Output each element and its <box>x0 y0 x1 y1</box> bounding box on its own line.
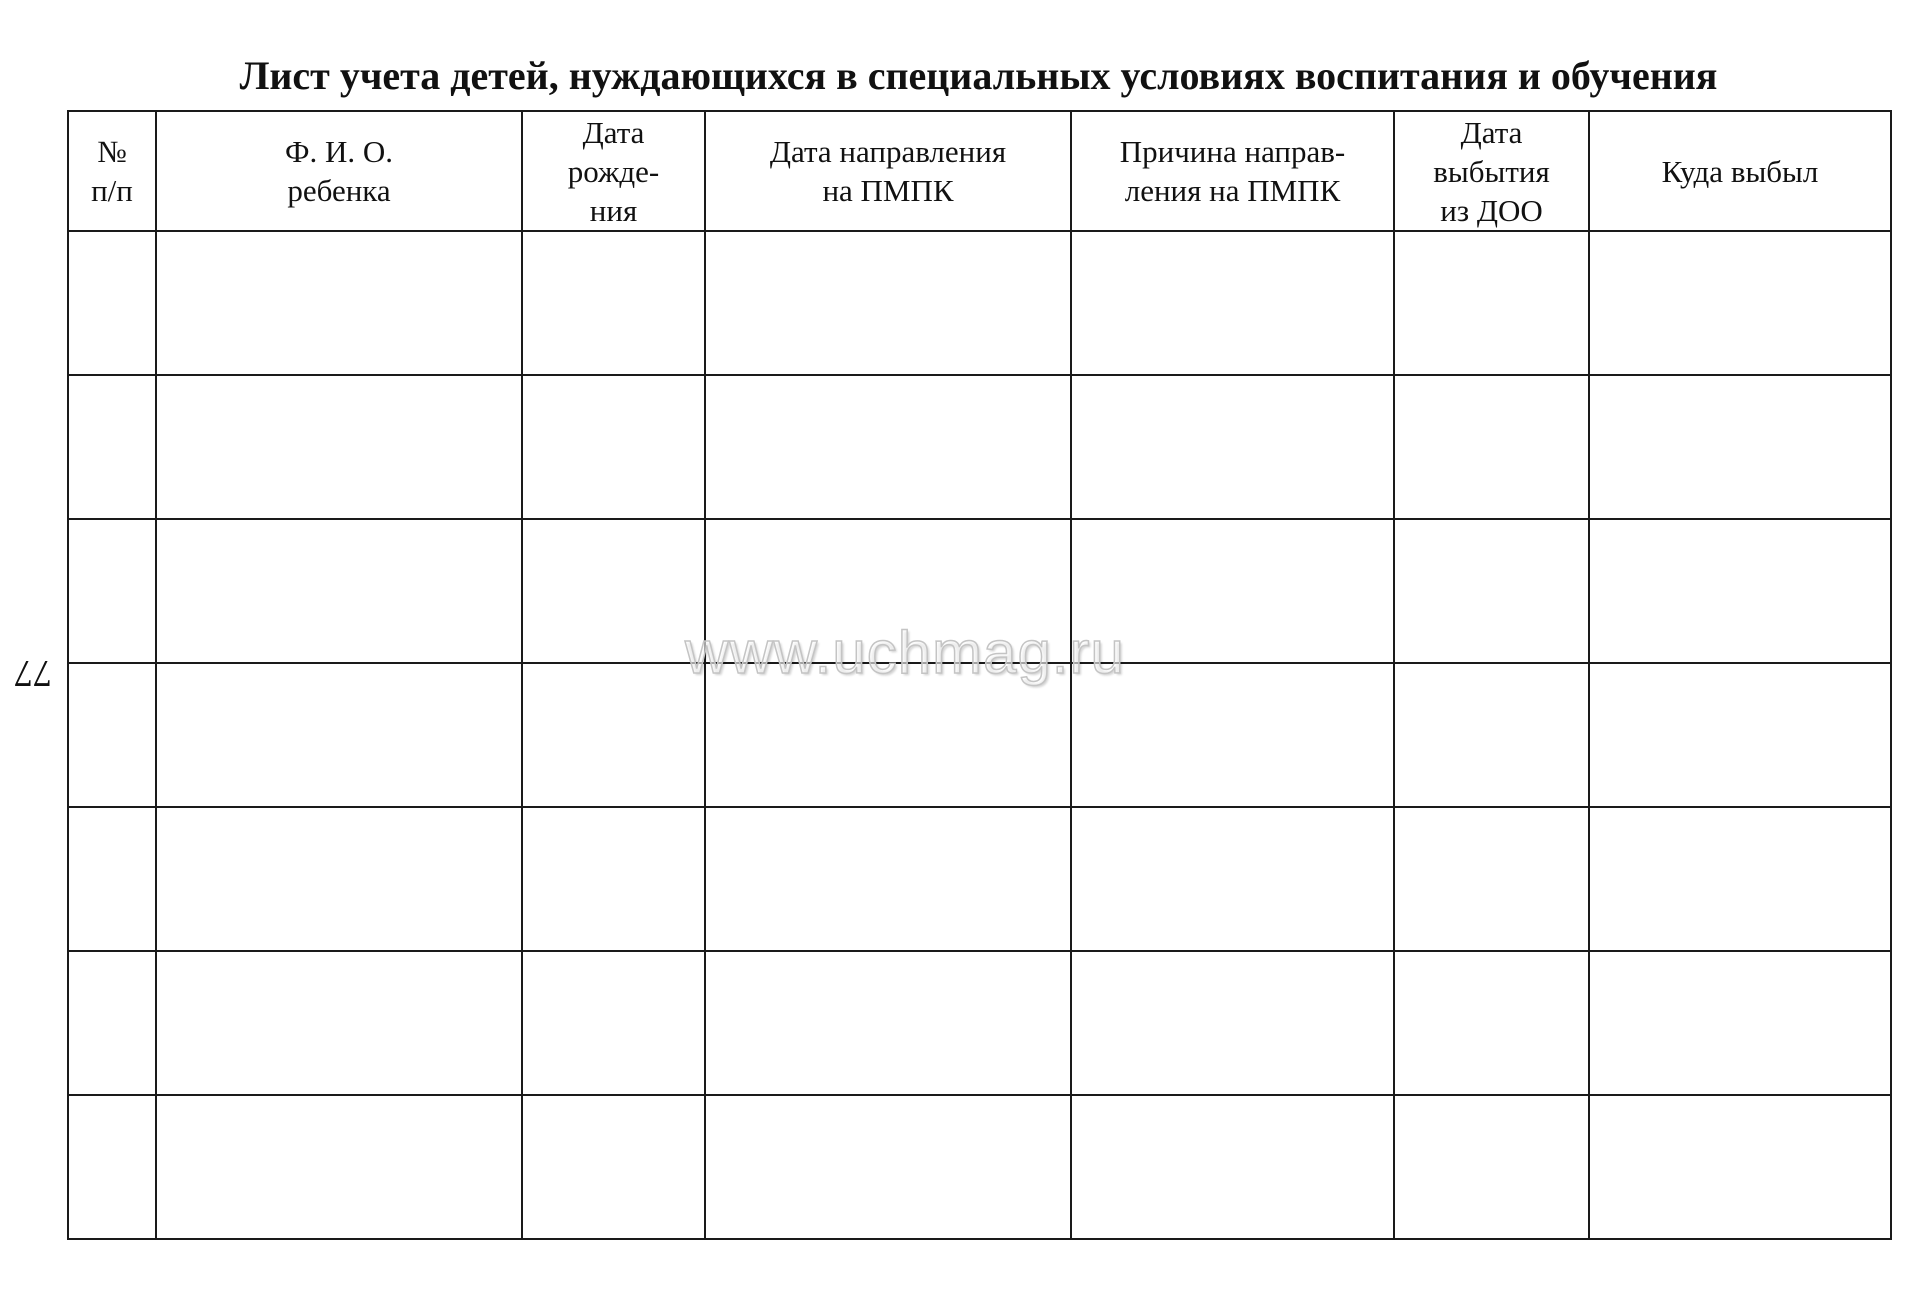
header-line: п/п <box>91 173 133 208</box>
header-line: ребенка <box>287 173 391 208</box>
table-cell[interactable] <box>705 951 1071 1095</box>
table-cell[interactable] <box>522 807 705 951</box>
header-line: ния <box>589 192 638 228</box>
table-cell[interactable] <box>1589 375 1891 519</box>
header-line: Куда выбыл <box>1661 153 1819 189</box>
table-cell[interactable] <box>705 375 1071 519</box>
table-cell[interactable] <box>68 951 156 1095</box>
table-cell[interactable] <box>1071 663 1394 807</box>
header-leave-date <box>1394 111 1589 231</box>
table-cell[interactable] <box>1394 807 1589 951</box>
header-line: ления на ПМПК <box>1124 173 1341 208</box>
header-line: Причина направ- <box>1119 134 1346 169</box>
table-cell[interactable] <box>156 375 522 519</box>
header-child-name <box>156 111 522 231</box>
table-cell[interactable] <box>1589 519 1891 663</box>
register-table <box>67 110 1892 1240</box>
header-line: из ДОО <box>1440 192 1543 228</box>
header-referral-reason <box>1071 111 1394 231</box>
page-number: 77 <box>14 652 52 694</box>
table-cell[interactable] <box>1394 1095 1589 1239</box>
table-cell[interactable] <box>68 807 156 951</box>
table-row <box>68 375 1891 519</box>
header-line: на ПМПК <box>822 173 954 208</box>
table-cell[interactable] <box>156 951 522 1095</box>
table-cell[interactable] <box>705 1095 1071 1239</box>
header-line: рожде- <box>567 153 660 189</box>
header-birth-date <box>522 111 705 231</box>
table-cell[interactable] <box>68 1095 156 1239</box>
table-row <box>68 1095 1891 1239</box>
table-cell[interactable] <box>522 951 705 1095</box>
table-cell[interactable] <box>1394 663 1589 807</box>
table-cell[interactable] <box>156 663 522 807</box>
table-cell[interactable] <box>1589 807 1891 951</box>
header-line: выбытия <box>1433 153 1550 189</box>
table-cell[interactable] <box>1589 951 1891 1095</box>
table-cell[interactable] <box>1071 1095 1394 1239</box>
table-cell[interactable] <box>156 1095 522 1239</box>
table-cell[interactable] <box>1394 951 1589 1095</box>
table-cell[interactable] <box>68 375 156 519</box>
table-cell[interactable] <box>156 807 522 951</box>
table-cell[interactable] <box>1394 519 1589 663</box>
header-row <box>68 111 1891 231</box>
table-cell[interactable] <box>1394 375 1589 519</box>
table-cell[interactable] <box>1589 1095 1891 1239</box>
page-title: Лист учета детей, нуждающихся в специальных условиях воспитания и обучения <box>239 53 1718 98</box>
table-cell[interactable] <box>522 663 705 807</box>
table-cell[interactable] <box>1394 231 1589 375</box>
header-destination <box>1589 111 1891 231</box>
table-row <box>68 807 1891 951</box>
table-cell[interactable] <box>1071 807 1394 951</box>
header-referral-date <box>705 111 1071 231</box>
table-cell[interactable] <box>705 519 1071 663</box>
header-line: Дата <box>582 114 645 150</box>
table-cell[interactable] <box>522 375 705 519</box>
table-cell[interactable] <box>522 1095 705 1239</box>
header-line: Дата <box>1460 114 1523 150</box>
table-cell[interactable] <box>156 231 522 375</box>
table-cell[interactable] <box>705 807 1071 951</box>
watermark: www.uchmag.ru <box>685 619 1125 686</box>
table-cell[interactable] <box>1071 375 1394 519</box>
table-row <box>68 663 1891 807</box>
table-cell[interactable] <box>705 663 1071 807</box>
header-line: Дата направления <box>769 134 1007 169</box>
table-row <box>68 951 1891 1095</box>
table-row <box>68 519 1891 663</box>
table-cell[interactable] <box>68 663 156 807</box>
table-cell[interactable] <box>1071 951 1394 1095</box>
table-cell[interactable] <box>68 231 156 375</box>
table-cell[interactable] <box>1589 231 1891 375</box>
table-cell[interactable] <box>68 519 156 663</box>
table-cell[interactable] <box>156 519 522 663</box>
table-cell[interactable] <box>522 519 705 663</box>
table-cell[interactable] <box>1071 231 1394 375</box>
table-cell[interactable] <box>1589 663 1891 807</box>
table-cell[interactable] <box>705 231 1071 375</box>
table-cell[interactable] <box>522 231 705 375</box>
table-cell[interactable] <box>1071 519 1394 663</box>
header-number <box>68 111 156 231</box>
table-row <box>68 231 1891 375</box>
header-line: № <box>97 134 127 169</box>
header-line: Ф. И. О. <box>284 134 393 169</box>
